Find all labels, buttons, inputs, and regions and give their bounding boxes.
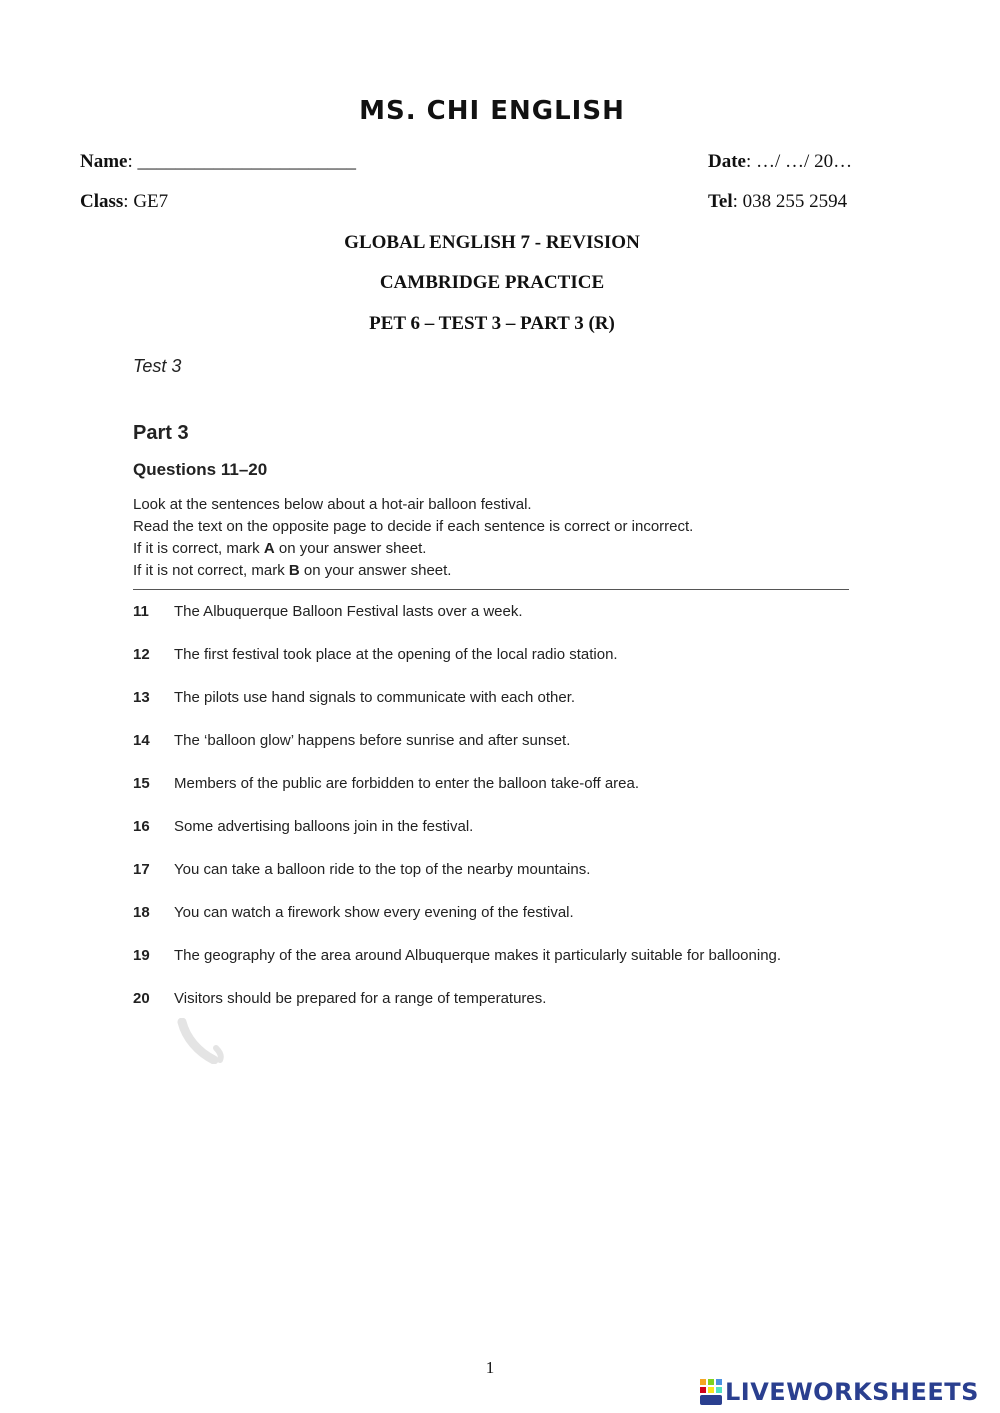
- question-text: Some advertising balloons join in the festival.: [174, 818, 474, 835]
- watermark-fragment-icon: [176, 1018, 236, 1064]
- name-field: Name: _______________________: [80, 151, 357, 172]
- date-field: Date: …/ …/ 20…: [708, 151, 853, 172]
- question-text: You can watch a firework show every evening of the festival.: [174, 904, 574, 921]
- instructions: [133, 494, 853, 582]
- question-text: The pilots use hand signals to communicate with each other.: [174, 689, 576, 706]
- tel-field: Tel: 038 255 2594: [708, 191, 848, 212]
- test-reference-heading: PET 6 – TEST 3 – PART 3 (R): [369, 313, 615, 334]
- instruction-line: If it is not correct, mark B on your answer sheet.: [133, 562, 452, 579]
- question-number: 20: [133, 990, 150, 1007]
- instruction-line: If it is correct, mark A on your answer sheet.: [133, 540, 427, 557]
- questions-label: Questions 11–20: [133, 460, 268, 479]
- question-number: 17: [133, 861, 150, 878]
- section-divider: [133, 589, 849, 590]
- question-item: [133, 644, 873, 687]
- question-item: [133, 687, 873, 730]
- question-list: [133, 601, 873, 1031]
- question-item: [133, 902, 873, 945]
- part-label: Part 3: [133, 422, 189, 444]
- question-text: Members of the public are forbidden to enter the balloon take-off area.: [174, 775, 640, 792]
- liveworksheets-logo-icon: [700, 1379, 722, 1405]
- brand-name: LIVEWORKSHEETS: [725, 1378, 979, 1406]
- question-number: 13: [133, 689, 150, 706]
- class-field: Class: GE7: [80, 191, 169, 212]
- question-text: You can take a balloon ride to the top of the nearby mountains.: [174, 861, 591, 878]
- liveworksheets-brand[interactable]: [700, 1377, 979, 1407]
- question-number: 18: [133, 904, 150, 921]
- practice-heading: CAMBRIDGE PRACTICE: [379, 272, 605, 293]
- question-item: [133, 945, 873, 988]
- question-item: [133, 773, 873, 816]
- question-text: The ‘balloon glow’ happens before sunrise and after sunset.: [174, 732, 571, 749]
- test-label: Test 3: [133, 356, 182, 376]
- question-number: 19: [133, 947, 150, 964]
- question-text: Visitors should be prepared for a range of temperatures.: [174, 990, 547, 1007]
- instruction-line: Read the text on the opposite page to decide if each sentence is correct or incorrect.: [133, 518, 694, 535]
- question-number: 12: [133, 646, 150, 663]
- question-item: [133, 859, 873, 902]
- question-item: [133, 988, 873, 1031]
- question-text: The Albuquerque Balloon Festival lasts over a week.: [174, 603, 523, 620]
- header-row-class-tel: [80, 191, 860, 213]
- question-item: [133, 816, 873, 859]
- header-row-name-date: [80, 151, 860, 173]
- question-item: [133, 730, 873, 773]
- instruction-line: Look at the sentences below about a hot-air balloon festival.: [133, 496, 532, 513]
- course-heading: GLOBAL ENGLISH 7 - REVISION: [344, 232, 640, 253]
- question-text: The geography of the area around Albuquerque makes it particularly suitable for ballooning.: [174, 947, 782, 964]
- question-number: 15: [133, 775, 150, 792]
- question-number: 16: [133, 818, 150, 835]
- question-text: The first festival took place at the opening of the local radio station.: [174, 646, 618, 663]
- page-number: 1: [485, 1358, 495, 1377]
- question-item: [133, 601, 873, 644]
- question-number: 14: [133, 732, 150, 749]
- question-number: 11: [133, 603, 149, 620]
- page-title: MS. CHI ENGLISH: [359, 96, 625, 126]
